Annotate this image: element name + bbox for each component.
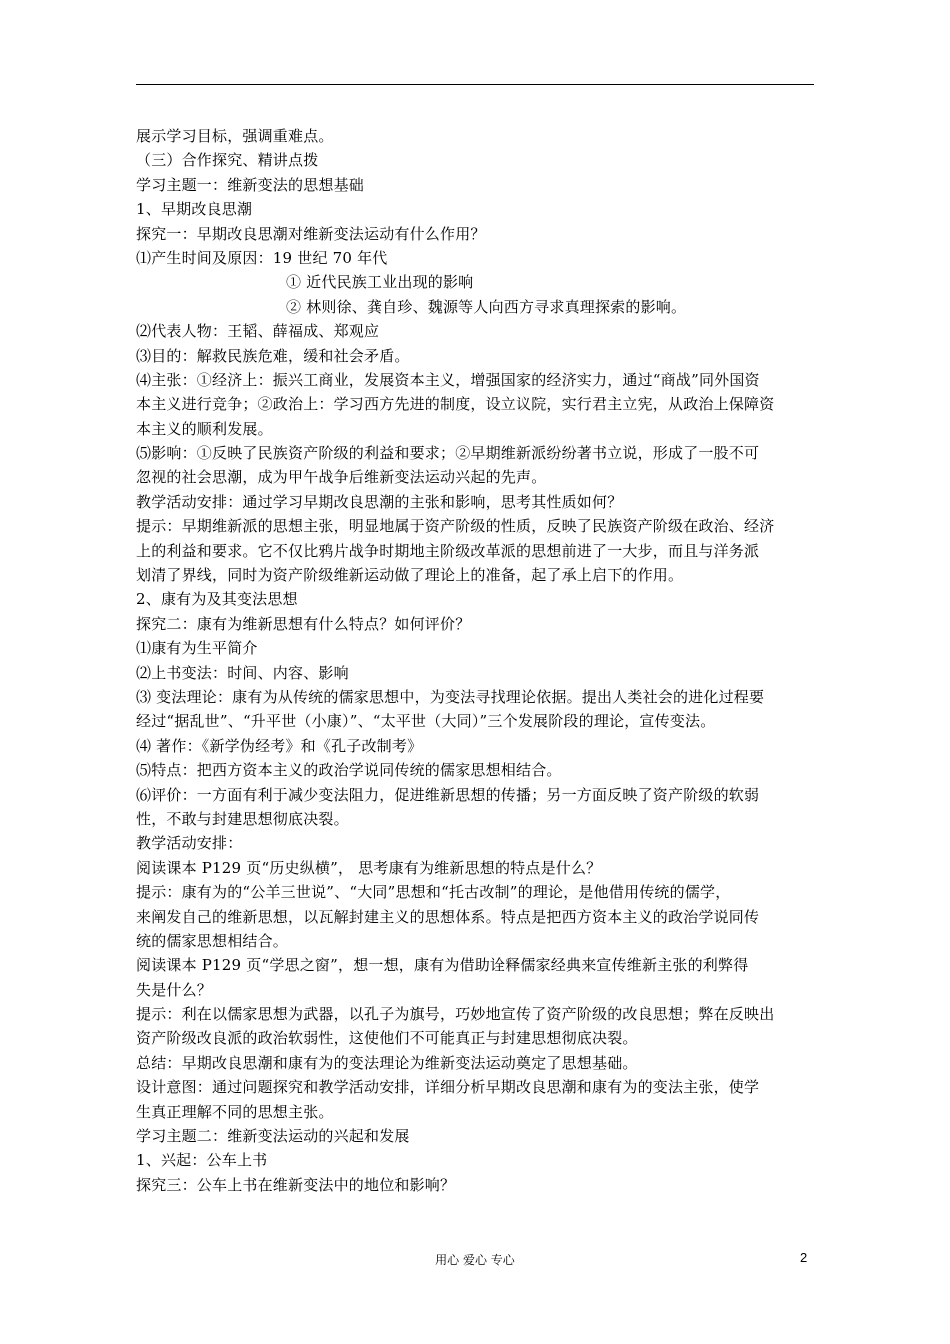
text-line: 阅读课本 P129 页“学思之窗”，想一想，康有为借助诠释儒家经典来宣传维新主张的利弊得	[136, 956, 749, 975]
text-line: 性，不敢与封建思想彻底决裂。	[136, 809, 349, 828]
page-number: 2	[800, 1250, 808, 1265]
section-heading: （三）合作探究、精讲点拨	[136, 151, 319, 170]
text-line: ⑵上书变法：时间、内容、影响	[136, 663, 349, 682]
text-line: ⑷主张：①经济上：振兴工商业，发展资本主义，增强国家的经济实力，通过“商战”同外国资	[136, 370, 760, 389]
inquiry-question: 探究一：早期改良思潮对维新变法运动有什么作用？	[136, 224, 486, 243]
text-line: 总结：早期改良思潮和康有为的变法理论为维新变法运动奠定了思想基础。	[136, 1053, 638, 1072]
inquiry-question: 探究二：康有为维新思想有什么特点？如何评价？	[136, 614, 471, 633]
text-line: ⑵代表人物：王韬、薛福成、郑观应	[136, 322, 380, 341]
text-line: 提示：康有为的“公羊三世说”、“大同”思想和“托古改制”的理论，是他借用传统的儒学，	[136, 883, 731, 902]
text-line: 失是什么？	[136, 980, 213, 999]
text-line: ⑶目的：解救民族危难，缓和社会矛盾。	[136, 346, 410, 365]
text-line: 上的利益和要求。它不仅比鸦片战争时期地主阶级改革派的思想前进了一大步，而且与洋务派	[136, 541, 760, 560]
text-line: ⑸影响：①反映了民族资产阶级的利益和要求；②早期维新派纷纷著书立说，形成了一股不可	[136, 444, 760, 463]
text-line: 生真正理解不同的思想主张。	[136, 1102, 334, 1121]
text-line: 阅读课本 P129 页“历史纵横”， 思考康有为维新思想的特点是什么？	[136, 858, 602, 877]
text-line: 来阐发自己的维新思想，以瓦解封建主义的思想体系。特点是把西方资本主义的政治学说同传	[136, 907, 760, 926]
text-line: 统的儒家思想相结合。	[136, 931, 289, 950]
inquiry-question: 探究三：公车上书在维新变法中的地位和影响？	[136, 1175, 456, 1194]
text-line: 本主义的顺利发展。	[136, 419, 273, 438]
text-line: 展示学习目标，强调重难点。	[136, 127, 334, 145]
text-line: ⑸特点：把西方资本主义的政治学说同传统的儒家思想相结合。	[136, 761, 562, 780]
topic-heading: 学习主题二：维新变法运动的兴起和发展	[136, 1127, 410, 1146]
header-rule	[136, 84, 814, 85]
text-line: 教学活动安排：通过学习早期改良思潮的主张和影响，思考其性质如何？	[136, 492, 623, 511]
text-line: 本主义进行竞争；②政治上：学习西方先进的制度，设立议院，实行君主立宪，从政治上保障资	[136, 395, 775, 414]
document-body	[136, 124, 816, 1197]
text-line: 忽视的社会思潮，成为甲午战争后维新变法运动兴起的先声。	[136, 468, 547, 487]
subsection-heading: 1、兴起：公车上书	[136, 1151, 268, 1170]
footer-motto: 用心 爱心 专心	[435, 1253, 515, 1267]
subsection-heading: 2、康有为及其变法思想	[136, 590, 298, 609]
text-line: 教学活动安排：	[136, 834, 243, 853]
subsection-heading: 1、早期改良思潮	[136, 200, 253, 219]
text-line: ⑷ 著作：《新学伪经考》和《孔子改制考》	[136, 736, 423, 755]
text-line: 提示：早期维新派的思想主张，明显地属于资产阶级的性质，反映了民族资产阶级在政治、经济	[136, 517, 775, 536]
text-line: 划清了界线，同时为资产阶级维新运动做了理论上的准备，起了承上启下的作用。	[136, 566, 684, 585]
text-line: ⑴康有为生平简介	[136, 639, 258, 658]
text-line: 经过“据乱世”、“升平世（小康）”、“太平世（大同）”三个发展阶段的理论，宣传变法。	[136, 712, 716, 731]
text-line: ⑴产生时间及原因：19 世纪 70 年代	[136, 248, 388, 267]
text-line: ① 近代民族工业出现的影响	[286, 273, 474, 292]
text-line: 资产阶级改良派的政治软弱性，这使他们不可能真正与封建思想彻底决裂。	[136, 1029, 638, 1048]
text-line: 设计意图：通过问题探究和教学活动安排，详细分析早期改良思潮和康有为的变法主张，使学	[136, 1078, 760, 1097]
text-line: ⑶ 变法理论：康有为从传统的儒家思想中，为变法寻找理论依据。提出人类社会的进化过程要	[136, 687, 765, 706]
text-line: 提示：利在以儒家思想为武器，以孔子为旗号，巧妙地宣传了资产阶级的改良思想；弊在反映出	[136, 1005, 775, 1024]
text-line: ② 林则徐、龚自珍、魏源等人向西方寻求真理探索的影响。	[286, 297, 687, 316]
text-line: ⑹评价：一方面有利于减少变法阻力，促进维新思想的传播；另一方面反映了资产阶级的软弱	[136, 785, 760, 804]
topic-heading: 学习主题一：维新变法的思想基础	[136, 175, 365, 194]
